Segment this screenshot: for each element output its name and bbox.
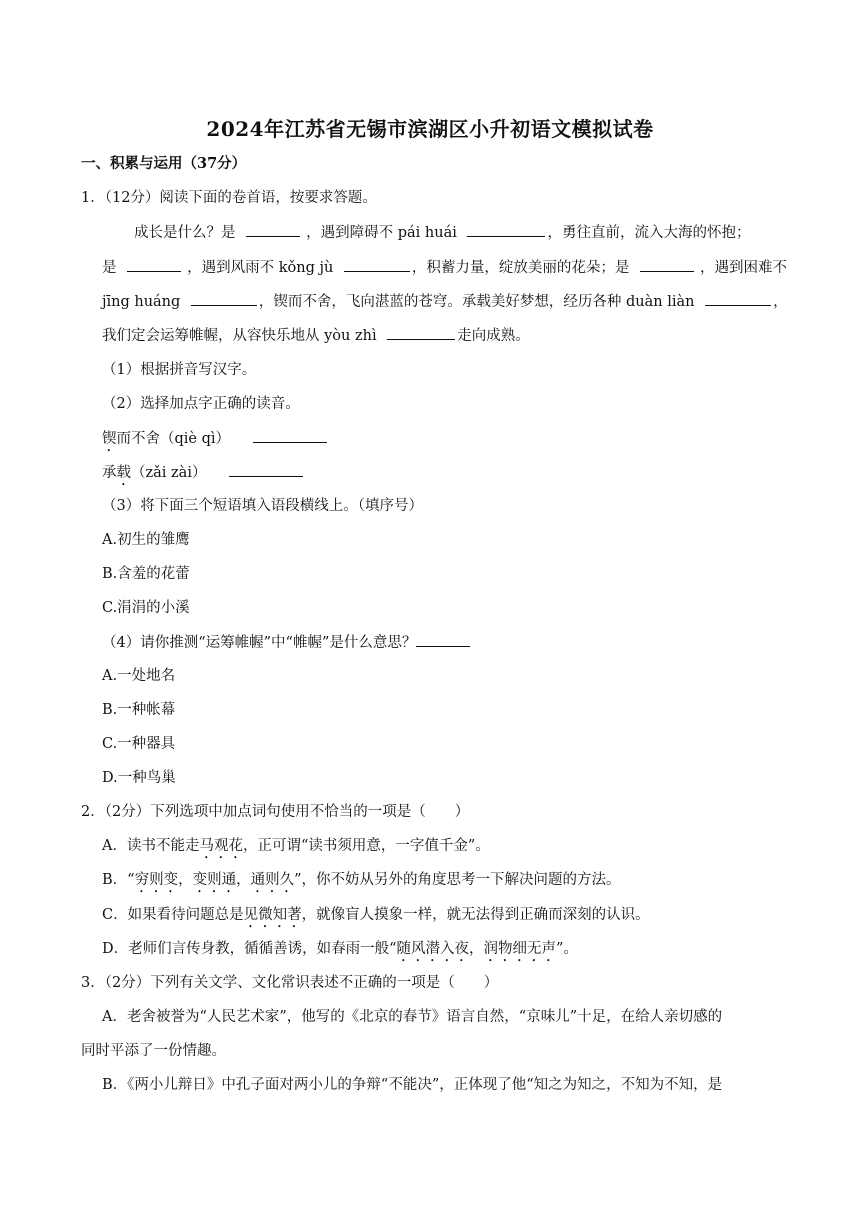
passage-text: ，遇到风雨不 kǒng jù [187,260,334,276]
dotted-phrase: 穷则变 [134,872,179,888]
passage-line-1 [134,222,750,243]
passage-text: ，勇往直前，流入大海的怀抱； [547,225,751,241]
passage-text: 是 [102,260,117,276]
subquestion-3: （3）将下面三个短语填入语段横线上。（填序号） [102,498,423,514]
passage-text: jīng huáng [102,294,181,310]
q3-option-a-line1: A．老舍被誉为“人民艺术家”，他写的《北京的春节》语言自然，“京味儿”十足，在给人亲切感的 [102,1009,723,1025]
item-text: （zǎi zài） [131,465,207,481]
option-c: C.一种器具 [102,736,176,752]
passage-text: ，遇到障碍不 pái huái [306,225,457,241]
answer-blank[interactable] [253,428,327,443]
subquestion-4 [102,632,470,653]
answer-blank[interactable] [191,291,257,306]
answer-blank[interactable] [229,462,303,477]
dotted-phrase: 润物细无声 [483,941,557,957]
q2-option-c [102,905,650,931]
section-heading: 一、积累与运用（37分） [81,155,247,172]
item-text: ， [469,941,484,957]
answer-blank[interactable] [246,222,300,237]
option-c: C.涓涓的小溪 [102,600,190,616]
passage-text: ，锲而不舍，飞向湛蓝的苍穹。承载美好梦想，经历各种 duàn liàn [258,294,695,310]
answer-blank[interactable] [127,257,181,272]
dotted-phrase: 马观花 [199,838,243,854]
q3-option-b-line1: B．《两小儿辩日》中孔子面对两小儿的争辩“不能决”，正体现了他“知之为知之，不知为不知，是 [102,1077,723,1093]
passage-line-4 [102,325,530,346]
passage-text: ， [773,294,788,310]
answer-blank[interactable] [705,291,771,306]
page-title: 2024年江苏省无锡市滨湖区小升初语文模拟试卷 [206,117,654,141]
pronunciation-item-1 [102,428,327,455]
question-3-head: 3．（2分）下列有关文学、文化常识表述不正确的一项是（ ） [81,975,499,991]
q2-option-a [102,836,490,862]
item-text: 承 [102,465,117,481]
dotted-phrase: 随风潜入夜 [396,941,470,957]
dotted-char: 锲 [102,431,117,447]
passage-line-2 [102,257,787,278]
question-2-head: 2．（2分）下列选项中加点词句使用不恰当的一项是（ ） [81,804,470,820]
passage-line-3 [102,291,788,312]
subquestion-1: （1）根据拼音写汉字。 [102,362,257,378]
item-text: A．读书不能走 [102,838,200,854]
item-text: ”，你不妨从另外的角度思考一下解决问题的方法。 [294,872,621,888]
q2-option-b [102,870,621,896]
dotted-phrase: 变则通 [192,872,237,888]
item-text: C．如果看待问题总是 [102,907,244,923]
option-d: D.一种鸟巢 [102,770,176,786]
answer-blank[interactable] [416,632,470,647]
option-a: A.初生的雏鹰 [102,532,190,548]
subquestion-text: （4）请你推测“运筹帷幄”中“帷幄”是什么意思？ [102,635,417,651]
passage-text: ，积蓄力量，绽放美丽的花朵；是 [411,260,630,276]
item-text: D．老师们言传身教，循循善诱，如春雨一般“ [102,941,397,957]
item-text: ，正可谓“读书须用意，一字值千金”。 [242,838,490,854]
item-text: ， [178,872,193,888]
item-text: ，就像盲人摸象一样，就无法得到正确而深刻的认识。 [301,907,650,923]
item-text: B．“ [102,872,135,888]
passage-text: ，遇到困难不 [700,260,788,276]
item-text: ， [236,872,251,888]
passage-text: 走向成熟。 [457,328,530,344]
q2-option-d [102,939,578,965]
passage-text: 成长是什么？是 [134,225,236,241]
dotted-char: 载 [116,465,131,481]
subquestion-2: （2）选择加点字正确的读音。 [102,396,300,412]
answer-blank[interactable] [640,257,694,272]
dotted-phrase: 见微知著 [243,907,302,923]
pronunciation-item-2 [102,462,303,489]
dotted-phrase: 通则久 [250,872,295,888]
item-text: 而不舍（qiè qì） [116,431,231,447]
option-a: A.一处地名 [102,668,176,684]
answer-blank[interactable] [387,325,455,340]
option-b: B.一种帐幕 [102,702,176,718]
answer-blank[interactable] [467,222,545,237]
option-b: B.含羞的花蕾 [102,566,190,582]
item-text: ”。 [556,941,578,957]
question-1-head: 1．（12分）阅读下面的卷首语，按要求答题。 [81,190,377,206]
passage-text: 我们定会运筹帷幄，从容快乐地从 yòu zhì [102,328,377,344]
q3-option-a-line2: 同时平添了一份情趣。 [81,1043,226,1059]
answer-blank[interactable] [344,257,410,272]
